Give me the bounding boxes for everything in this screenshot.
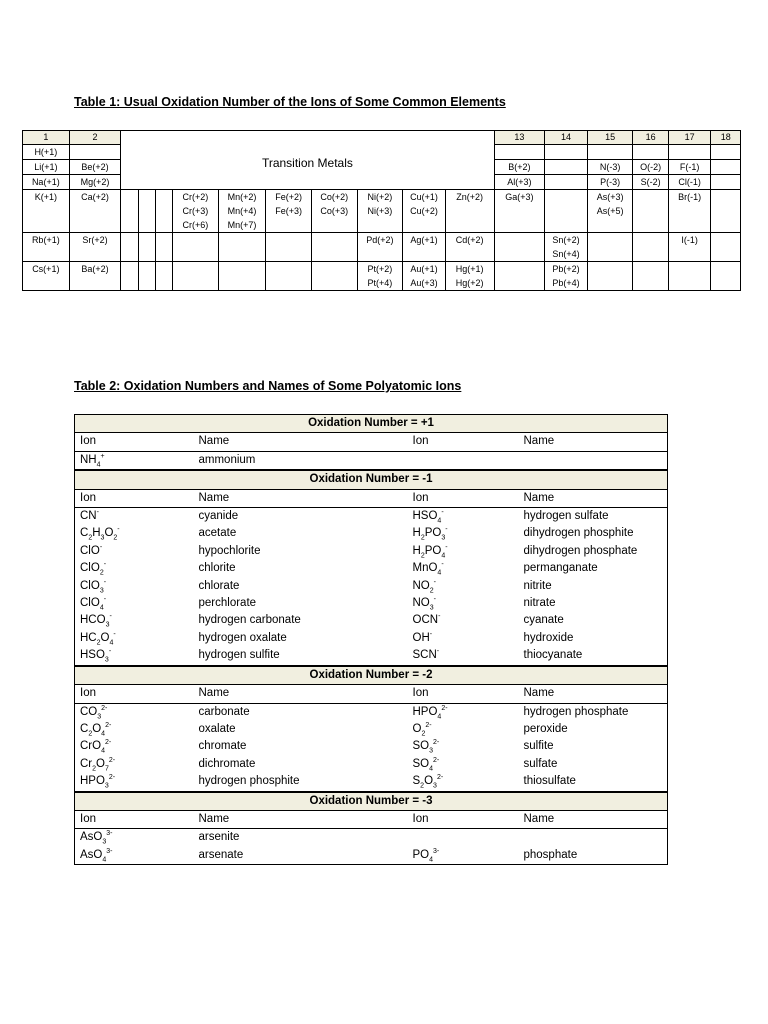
col-name: Name (194, 810, 408, 828)
ion-name: thiosulfate (519, 773, 668, 791)
col-ion: Ion (75, 489, 194, 507)
group-18-header: 18 (711, 131, 741, 145)
ion-formula: $CO_3^{2-}$ (75, 703, 194, 721)
ion-formula: $C_2O_4^{2-}$ (75, 721, 194, 738)
cell: Hg(+1) Hg(+2) (445, 262, 494, 291)
ion-formula: ClO$_2$- (75, 560, 194, 577)
ion-name: oxalate (198, 722, 236, 735)
cell: Ag(+1) (403, 233, 446, 262)
col-name: Name (519, 489, 668, 507)
ion-formula: MnO$_4$- (412, 561, 444, 577)
ion-formula: $C_2H_3O_2^-$ (75, 525, 194, 542)
ion-name: chlorite (198, 562, 236, 575)
cell: Ba(+2) (69, 262, 121, 291)
ion-formula: AsO$_4^{3-}$ (75, 847, 194, 865)
group-16-header: 16 (633, 131, 668, 145)
col-ion: Ion (408, 489, 519, 507)
ion-formula: CN- (75, 508, 194, 526)
cell: Ga(+3) (494, 190, 545, 233)
ion-name: carbonate (198, 705, 250, 718)
cell: Mn(+2) Mn(+4) Mn(+7) (218, 190, 266, 233)
col-name: Name (519, 810, 668, 828)
group-14-header: 14 (545, 131, 588, 145)
ion-name: hydrogen phosphite (198, 775, 300, 788)
cell: Pt(+2) Pt(+4) (357, 262, 403, 291)
ion-formula: ClO$_3$- (75, 578, 194, 595)
cell: Na(+1) (23, 175, 70, 190)
ion-name: cyanate (519, 612, 668, 629)
cell: Cd(+2) (445, 233, 494, 262)
cell: Pb(+2) Pb(+4) (545, 262, 588, 291)
cell: B(+2) (494, 160, 545, 175)
cell: F(-1) (668, 160, 711, 175)
ion-formula: $NO_2^-$ (412, 578, 436, 594)
cell: P(-3) (587, 175, 633, 190)
cell: Cl(-1) (668, 175, 711, 190)
ion-formula: $NH_4^+$ (75, 451, 194, 470)
ion-formula: OCN- (412, 613, 441, 627)
ion-name: perchlorate (198, 597, 257, 610)
ion-formula: $HPO_4^{2-}$ (412, 704, 448, 720)
table2-title: Table 2: Oxidation Numbers and Names of Some Polyatomic Ions (74, 379, 462, 393)
ion-formula: CrO$_4^{2-}$ (75, 738, 194, 755)
col-name: Name (519, 685, 668, 703)
col-ion: Ion (75, 810, 194, 828)
cell: K(+1) (23, 190, 70, 233)
ion-name: hydrogen oxalate (198, 631, 287, 644)
ion-name: chromate (198, 740, 247, 753)
ion-name: arsenate (194, 847, 408, 865)
ion-formula: $SO_3^{2-}$ (412, 739, 440, 755)
col-ion: Ion (408, 685, 519, 703)
ion-formula: $H_2PO_3^-$ (412, 526, 448, 542)
section-header: Oxidation Number = +1 (75, 415, 668, 433)
ion-formula: $HSO_4^-$ (412, 509, 444, 525)
ion-name: ammonium (198, 453, 256, 466)
transition-metals-label: Transition Metals (121, 131, 494, 190)
ion-formula: $NO_3^-$ (412, 596, 436, 612)
col-ion: Ion (75, 433, 194, 451)
ion-name: chlorate (198, 579, 240, 592)
ion-name: peroxide (519, 721, 668, 738)
cell: Li(+1) (23, 160, 70, 175)
ion-formula: $S_2O_3^{2-}$ (412, 774, 444, 790)
ion-formula: $HPO_3^{2-}$ (75, 773, 194, 791)
ion-formula: $HCO_3^-$ (75, 612, 194, 629)
cell: Fe(+2) Fe(+3) (266, 190, 312, 233)
ion-name: hydrogen carbonate (198, 614, 301, 627)
cell: I(-1) (668, 233, 711, 262)
ion-formula: $Cr_2O_7^{2-}$ (75, 756, 194, 773)
ion-formula: $SO_4^{2-}$ (412, 756, 440, 773)
ion-name: hydroxide (519, 630, 668, 647)
cell: Ni(+2) Ni(+3) (357, 190, 403, 233)
ion-name: dihydrogen phosphite (519, 525, 668, 542)
ion-formula: AsO$_3^{3-}$ (75, 829, 194, 847)
cell: Al(+3) (494, 175, 545, 190)
ion-name: sulfate (519, 756, 668, 773)
cell: H(+1) (23, 145, 70, 160)
section-header: Oxidation Number = -3 (75, 792, 668, 811)
section-header: Oxidation Number = -2 (75, 666, 668, 685)
cell: Au(+1) Au(+3) (403, 262, 446, 291)
ion-name: dihydrogen phosphate (519, 543, 668, 560)
ion-formula: $HSO_3^-$ (75, 647, 194, 665)
cell: Mg(+2) (69, 175, 121, 190)
col-ion: Ion (75, 685, 194, 703)
ion-name: permanganate (519, 560, 668, 577)
ion-formula: $HC_2O_4^-$ (75, 630, 194, 647)
cell: Ca(+2) (69, 190, 121, 233)
cell: N(-3) (587, 160, 633, 175)
ion-name: hydrogen sulfate (519, 508, 668, 526)
ion-formula: $PO_4^{3-}$ (408, 847, 519, 865)
ion-name: hypochlorite (198, 544, 261, 557)
cell: Cu(+1) Cu(+2) (403, 190, 446, 233)
ion-formula: SCN- (412, 648, 440, 662)
cell: Sn(+2) Sn(+4) (545, 233, 588, 262)
cell: Zn(+2) (445, 190, 494, 233)
ion-name: cyanide (198, 510, 239, 523)
group-15-header: 15 (587, 131, 633, 145)
ion-name: sulfite (519, 738, 668, 755)
group-17-header: 17 (668, 131, 711, 145)
ion-name: nitrate (519, 595, 668, 612)
ion-formula: $O_2^{2-}$ (412, 722, 432, 738)
cell: As(+3) As(+5) (587, 190, 633, 233)
ion-name: thiocyanate (519, 647, 668, 665)
col-ion: Ion (408, 433, 519, 451)
cell: S(-2) (633, 175, 668, 190)
polyatomic-ions-table (74, 414, 668, 865)
col-name: Name (194, 433, 408, 451)
oxidation-number-table (22, 130, 741, 291)
cell: Be(+2) (69, 160, 121, 175)
group-13-header: 13 (494, 131, 545, 145)
ion-formula: $H_2PO_4^-$ (412, 544, 448, 560)
cell: Co(+2) Co(+3) (311, 190, 357, 233)
group-2-header: 2 (69, 131, 121, 145)
cell: Sr(+2) (69, 233, 121, 262)
ion-formula: ClO$_4$- (75, 595, 194, 612)
cell: O(-2) (633, 160, 668, 175)
cell: Rb(+1) (23, 233, 70, 262)
ion-formula: ClO- (75, 543, 194, 560)
ion-name: nitrite (519, 578, 668, 595)
cell: Br(-1) (668, 190, 711, 233)
col-name: Name (519, 433, 668, 451)
ion-name: arsenite (198, 831, 240, 844)
cell: Pd(+2) (357, 233, 403, 262)
ion-formula: OH- (412, 631, 433, 644)
ion-name: hydrogen phosphate (519, 703, 668, 721)
col-ion: Ion (408, 810, 519, 828)
col-name: Name (194, 685, 408, 703)
cell: Cr(+2) Cr(+3) Cr(+6) (173, 190, 219, 233)
table1-title: Table 1: Usual Oxidation Number of the Ions of Some Common Elements (74, 95, 506, 109)
ion-name: dichromate (198, 757, 256, 770)
group-1-header: 1 (23, 131, 70, 145)
ion-name: acetate (198, 527, 237, 540)
ion-name: hydrogen sulfite (198, 649, 280, 662)
ion-name: phosphate (519, 847, 668, 865)
cell: Cs(+1) (23, 262, 70, 291)
section-header: Oxidation Number = -1 (75, 470, 668, 489)
col-name: Name (194, 489, 408, 507)
